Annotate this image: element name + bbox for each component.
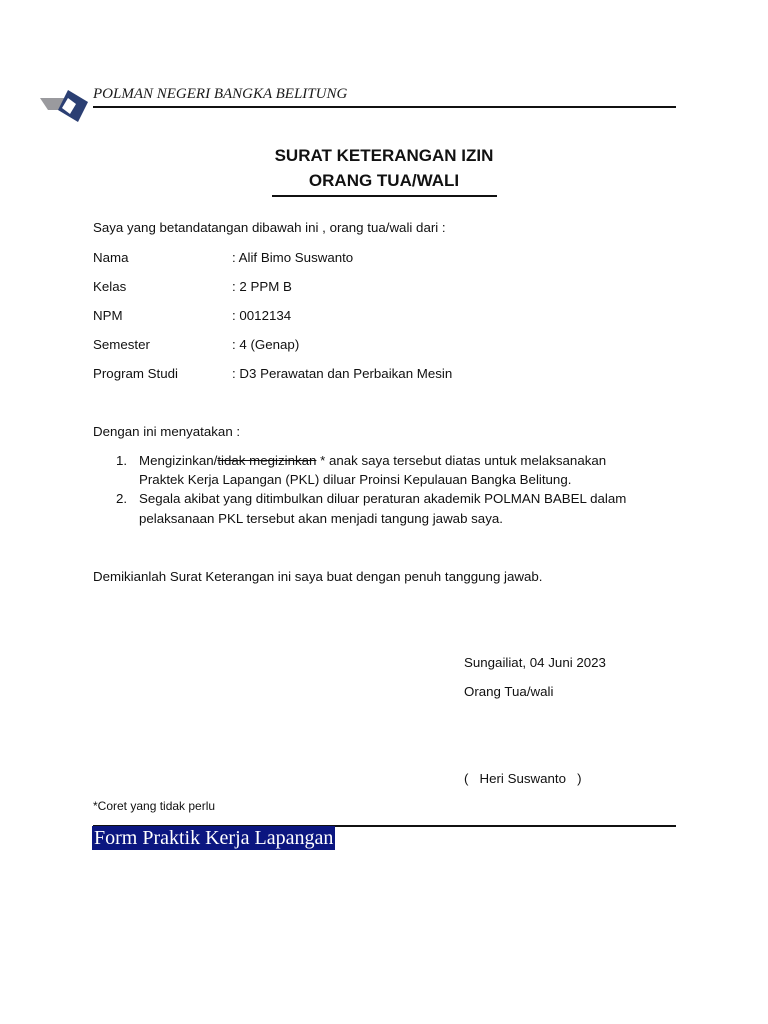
- list-item-2-line1: Segala akibat yang ditimbulkan diluar peraturan akademik POLMAN BABEL dalam: [139, 491, 627, 506]
- list-item-number-2: 2.: [116, 491, 128, 506]
- field-label-program-studi: Program Studi: [93, 366, 178, 381]
- header-rule: [93, 106, 676, 108]
- field-label-semester: Semester: [93, 337, 150, 352]
- list-item-number-1: 1.: [116, 453, 128, 468]
- list-item-1-line1: [139, 453, 606, 468]
- field-value-program-studi: : D3 Perawatan dan Perbaikan Mesin: [232, 366, 453, 381]
- item-1-struck-option: tidak megizinkan: [217, 453, 317, 468]
- document-title-line1: SURAT KETERANGAN IZIN: [274, 146, 494, 165]
- list-item-1-line2: Praktek Kerja Lapangan (PKL) diluar Proinsi Kepulauan Bangka Belitung.: [139, 472, 572, 487]
- document-title-line2: ORANG TUA/WALI: [308, 171, 460, 190]
- signature-role: Orang Tua/wali: [464, 684, 554, 699]
- closing-text: Demikianlah Surat Keterangan ini saya buat dengan penuh tanggung jawab.: [93, 569, 543, 584]
- field-value-kelas: : 2 PPM B: [232, 279, 292, 294]
- footnote: *Coret yang tidak perlu: [93, 799, 216, 813]
- item-1-rest: * anak saya tersebut diatas untuk melaksanakan: [316, 453, 607, 468]
- field-label-kelas: Kelas: [93, 279, 127, 294]
- field-label-nama: Nama: [93, 250, 129, 265]
- footer-form-label: Form Praktik Kerja Lapangan: [94, 827, 334, 849]
- intro-text: Saya yang betandatangan dibawah ini , orang tua/wali dari :: [93, 220, 446, 235]
- list-item-2-line2: pelaksanaan PKL tersebut akan menjadi tangung jawab saya.: [139, 511, 503, 526]
- field-value-semester: : 4 (Genap): [232, 337, 300, 352]
- field-value-nama: : Alif Bimo Suswanto: [232, 250, 354, 265]
- institution-name: POLMAN NEGERI BANGKA BELITUNG: [93, 86, 348, 102]
- signature-place-date: Sungailiat, 04 Juni 2023: [464, 655, 606, 670]
- signature-name: ( Heri Suswanto ): [464, 771, 582, 786]
- title-underline: [272, 195, 497, 197]
- item-1-lead: Mengizinkan/: [139, 453, 218, 468]
- field-label-npm: NPM: [93, 308, 123, 323]
- field-value-npm: : 0012134: [232, 308, 292, 323]
- polman-logo-icon: [38, 86, 92, 124]
- statement-intro: Dengan ini menyatakan :: [93, 424, 241, 439]
